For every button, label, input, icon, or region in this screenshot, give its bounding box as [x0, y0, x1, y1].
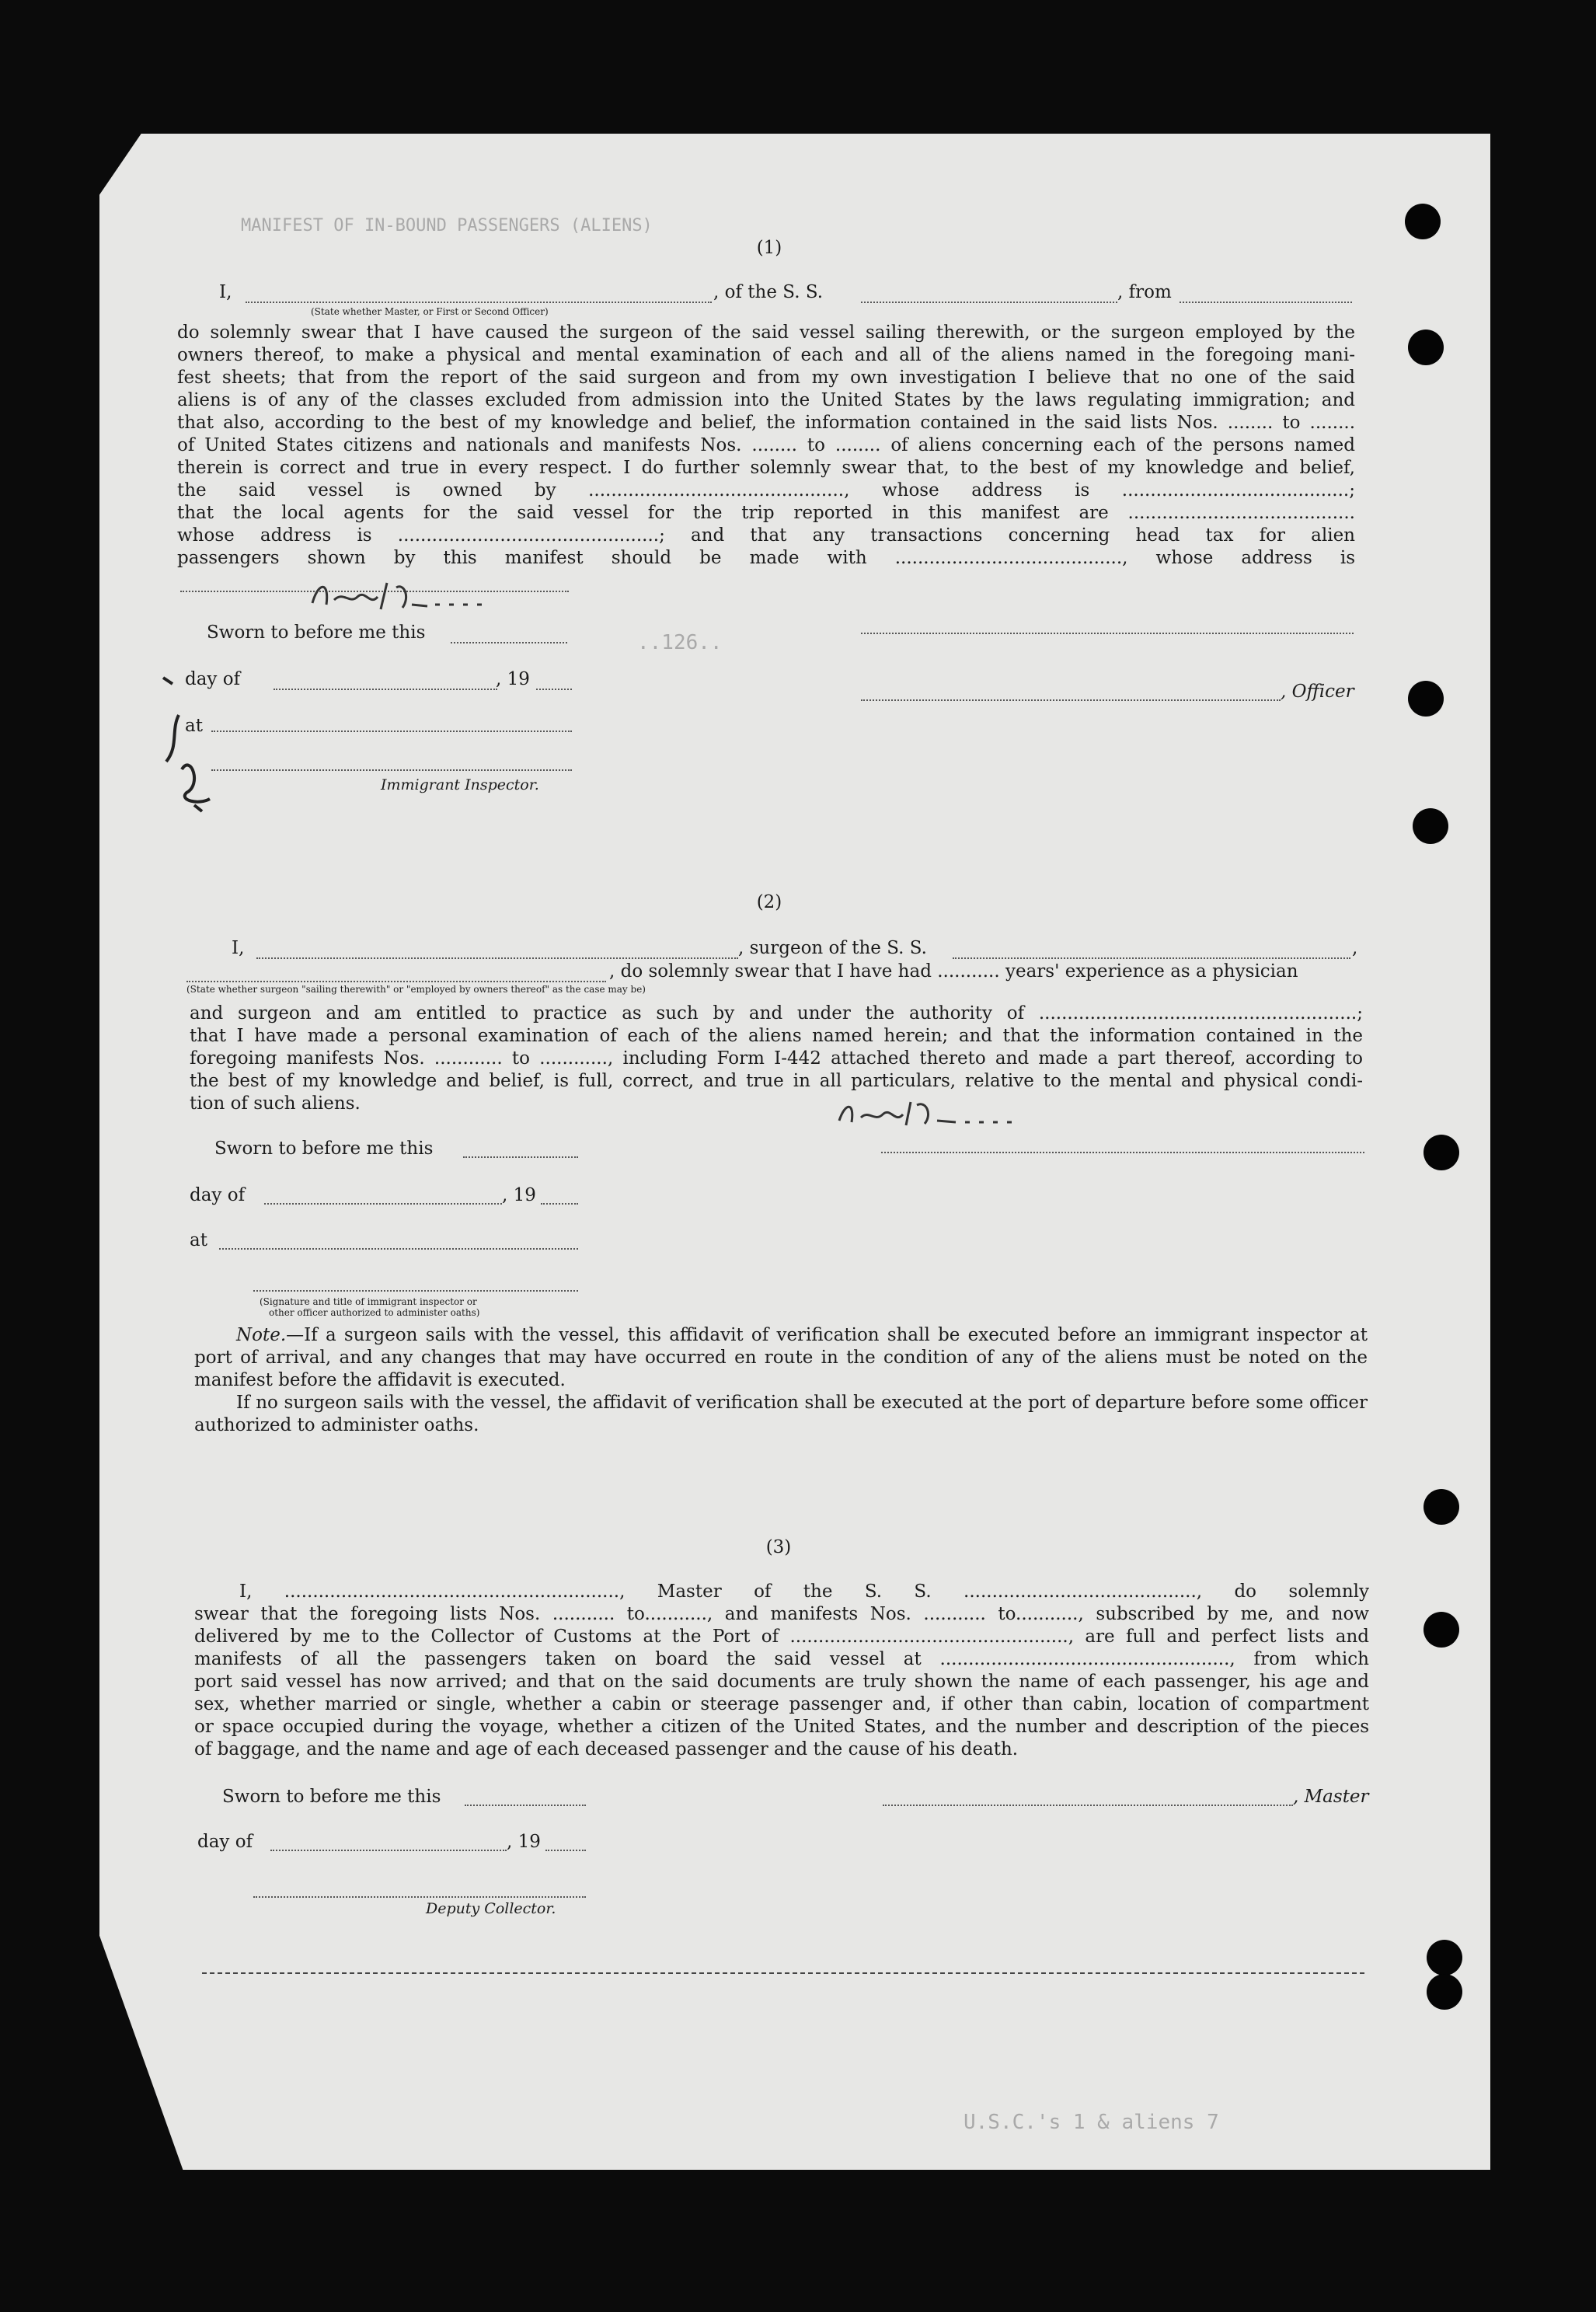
deputy-collector-caption: Deputy Collector. [426, 1900, 556, 1917]
sec1-sworn-label: Sworn to before me this [207, 622, 426, 643]
binder-hole [1424, 1612, 1459, 1648]
binder-hole [1424, 1489, 1459, 1525]
sec3-body-line: delivered by me to the Collector of Customs at the Port of ................................................., are full and perfect lists and [194, 1627, 1369, 1647]
sec3-year-label: , 19 [507, 1832, 541, 1852]
sec1-body-line: therein is correct and true in every respect. I do further solemnly swear that, to the best of my knowledge and belief, [177, 458, 1355, 478]
sec1-body-line: that also, according to the best of my knowledge and belief, the information contained in the said lists Nos. ........ to ........ [177, 413, 1355, 433]
note-text: —If a surgeon sails with the vessel, this affidavit of verification shall be executed before an immigrant inspector at port of arrival, and any changes that may have occurred en route in the condition of any of the aliens must be noted on the manifest before the affidavit is executed. [194, 1325, 1368, 1390]
officer-caption: , Officer [1281, 682, 1354, 702]
officer-signature-line-1[interactable] [861, 633, 1354, 634]
sec1-year-label: , 19 [496, 669, 530, 689]
sec2-experience-line: , do solemnly swear that I have had ........... years' experience as a physician [609, 961, 1298, 982]
sec3-body-line: sex, whether married or single, whether a cabin or steerage passenger and, if other than cabin, location of compartment [194, 1694, 1369, 1714]
sec2-ship-name-field[interactable] [953, 957, 1350, 959]
sec2-sworn-label: Sworn to before me this [214, 1139, 434, 1159]
sec2-year-label: , 19 [502, 1185, 536, 1205]
sworn-date-field[interactable] [451, 642, 567, 643]
inspector-stamp-mark [155, 668, 249, 816]
sec2-i-label: I, [232, 938, 245, 958]
sec2-sworn-date-field[interactable] [463, 1156, 578, 1158]
section-3-number: (3) [765, 1537, 792, 1557]
binder-hole [1424, 1135, 1459, 1170]
surgeon-status-field[interactable] [186, 981, 606, 982]
from-port-field[interactable] [1180, 302, 1352, 303]
bleed-through-mark: ..126.. [637, 631, 723, 654]
immigrant-inspector-caption: Immigrant Inspector. [381, 776, 539, 793]
sec1-body-line: aliens is of any of the classes excluded from admission into the United States by the laws regulating immigration; and [177, 390, 1355, 410]
sec3-body-line: manifests of all the passengers taken on board the said vessel at ..................................................., from which [194, 1649, 1369, 1669]
surgeon-signature-field[interactable] [881, 1152, 1364, 1153]
sec2-body-line: the best of my knowledge and belief, is full, correct, and true in all particulars, relative to the mental and physical condi- [190, 1071, 1363, 1091]
sec2-ship-label: , surgeon of the S. S. [738, 938, 927, 958]
binder-hole [1427, 1974, 1462, 2010]
sec2-inspector-signature-field[interactable] [253, 1290, 578, 1292]
sec2-sworn-place-field[interactable] [219, 1248, 578, 1250]
sec3-sworn-date-field[interactable] [465, 1805, 586, 1806]
sec3-body-line-last: of baggage, and the name and age of each deceased passenger and the cause of his death. [194, 1739, 1019, 1759]
officer-name-field[interactable] [246, 302, 712, 303]
sec3-dayof-label: day of [197, 1832, 253, 1852]
bottom-rule [202, 1972, 1364, 1974]
surgeon-status-note: (State whether surgeon "sailing therewith" or "employed by owners thereof" as the case may be) [186, 984, 646, 995]
section-2-number: (2) [756, 892, 782, 912]
sec1-body-line: the said vessel is owned by ............................................., whose address is ........................................; [177, 480, 1355, 500]
bleed-through-mark: MANIFEST OF IN-BOUND PASSENGERS (ALIENS) [241, 216, 653, 235]
sec3-body-line: I, ..........................................................., Master of the S. S. ........................................., do solemnly [239, 1581, 1369, 1602]
sec3-sworn-year-field[interactable] [545, 1850, 586, 1851]
ship-name-field[interactable] [861, 302, 1117, 303]
sec3-body-line: or space occupied during the voyage, whether a citizen of the United States, and the number and description of the pieces [194, 1717, 1369, 1737]
sec2-dayof-label: day of [190, 1185, 246, 1205]
sec1-body-line: of United States citizens and nationals and manifests Nos. ........ to ........ of aliens concerning each of the persons named [177, 435, 1355, 455]
surgeon-note-2: If no surgeon sails with the vessel, the affidavit of verification shall be executed at the port of departure before some officer authorized to administer oaths. [194, 1393, 1368, 1435]
sec2-body-line-last: tion of such aliens. [190, 1093, 361, 1114]
sec1-body-line: passengers shown by this manifest should be made with ........................................, whose address is [177, 548, 1355, 568]
binder-hole [1408, 681, 1444, 717]
bleed-through-mark: U.S.C.'s 1 & aliens 7 [964, 2111, 1219, 2134]
sec2-sworn-year-field[interactable] [541, 1203, 578, 1205]
sworn-year-field[interactable] [536, 689, 572, 690]
inspector-signature-field[interactable] [211, 769, 572, 771]
sworn-month-field[interactable] [274, 689, 497, 690]
sec3-body-line: swear that the foregoing lists Nos. ........... to..........., and manifests Nos. ........... to..........., subscribed by me, and now [194, 1604, 1369, 1624]
sec1-body-line: that the local agents for the said vessel for the trip reported in this manifest are ........................................ [177, 503, 1355, 523]
sec2-body-line: foregoing manifests Nos. ............ to ............, including Form I-442 attached thereto and made a part thereof, according to [190, 1048, 1363, 1069]
sec1-dayof-label: day of [185, 669, 241, 689]
binder-hole [1405, 204, 1441, 239]
inspector-signature-note: other officer authorized to administer oaths) [269, 1307, 480, 1318]
sec3-sworn-label: Sworn to before me this [222, 1787, 441, 1807]
sworn-place-field[interactable] [211, 731, 572, 732]
sec2-sworn-month-field[interactable] [264, 1203, 502, 1205]
officer-signature-line-2[interactable] [861, 699, 1281, 701]
sec1-from-label: , from [1117, 282, 1172, 302]
sec1-i-label: I, [219, 282, 232, 302]
sec2-body-line: that I have made a personal examination of each of the aliens named herein; and that the information contained in the [190, 1026, 1363, 1046]
signature [684, 1094, 1134, 1133]
note-label: Note. [236, 1325, 287, 1345]
binder-hole [1427, 1940, 1462, 1975]
sec2-at-label: at [190, 1230, 207, 1250]
surgeon-note-1 [194, 1324, 1368, 1392]
master-caption: , Master [1293, 1787, 1369, 1807]
sec1-body-line: owners thereof, to make a physical and mental examination of each and all of the aliens named in the foregoing mani- [177, 345, 1355, 365]
sec1-at-label: at [185, 716, 203, 736]
sec1-ship-label: , of the S. S. [713, 282, 824, 302]
inspector-signature-note: (Signature and title of immigrant inspector or [260, 1296, 477, 1307]
sec1-body-line: fest sheets; that from the report of the said surgeon and from my own investigation I believe that no one of the said [177, 368, 1355, 388]
sec2-body-line: and surgeon and am entitled to practice as such by and under the authority of ........................................................; [190, 1003, 1363, 1023]
section-1-number: (1) [756, 238, 782, 258]
surgeon-name-field[interactable] [256, 957, 738, 959]
sec1-body-line: do solemnly swear that I have caused the surgeon of the said vessel sailing therewith, or the surgeon employed by the [177, 323, 1355, 343]
sec2-comma: , [1352, 938, 1358, 958]
sec3-body-line: port said vessel has now arrived; and that on the said documents are truly shown the name of each passenger, his age and [194, 1672, 1369, 1692]
signature [303, 574, 552, 620]
binder-hole [1408, 330, 1444, 365]
sec3-sworn-month-field[interactable] [270, 1850, 507, 1851]
sec1-body-line: whose address is ..............................................; and that any transactions concerning head tax for alien [177, 525, 1355, 546]
binder-hole [1413, 808, 1448, 844]
officer-rank-note: (State whether Master, or First or Second Officer) [311, 306, 549, 317]
master-signature-field[interactable] [883, 1805, 1293, 1806]
